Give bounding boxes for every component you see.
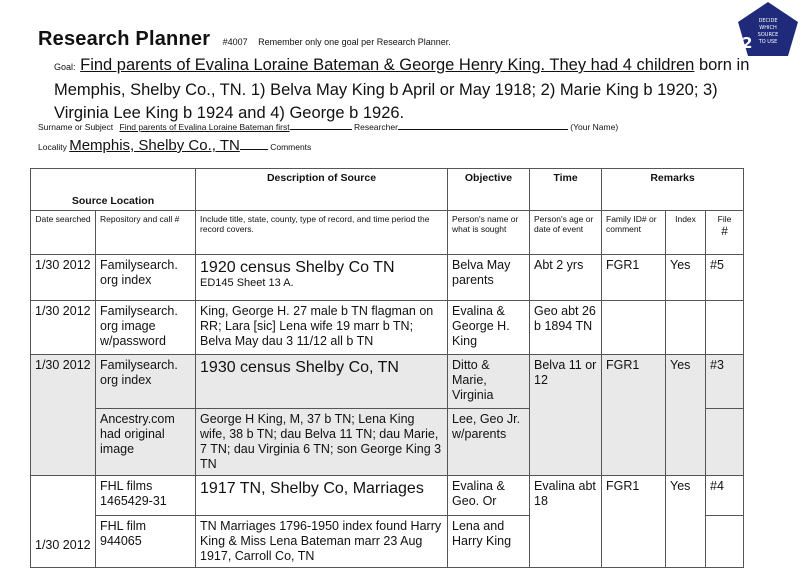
row1-objective: Belva May parents — [448, 255, 530, 301]
subheader-person-name: Person's name or what is sought — [448, 211, 530, 255]
row1-file: #5 — [706, 255, 744, 301]
surname-value: Find parents of Evalina Loraine Bateman first — [119, 122, 290, 132]
row2-index — [666, 301, 706, 355]
subheader-file — [706, 211, 744, 255]
subheader-file-label: File — [717, 214, 732, 224]
surname-label: Surname or Subject — [38, 122, 114, 132]
row4-repo: Ancestry.com had original image — [96, 409, 196, 476]
row3-repo: Familysearch. org index — [96, 355, 196, 409]
your-name-hint: (Your Name) — [570, 122, 619, 132]
surname-blank — [290, 129, 352, 130]
row3-time: Belva 11 or 12 — [530, 355, 602, 476]
table-subheader-row — [31, 211, 744, 255]
row5-date: 1/30 2012 — [31, 476, 96, 568]
row2-file — [706, 301, 744, 355]
row1-index: Yes — [666, 255, 706, 301]
researcher-input[interactable] — [398, 129, 568, 130]
title-row — [38, 28, 451, 51]
table-row — [31, 476, 744, 516]
subheader-include: Include title, state, county, type of record, and time period the record covers. — [196, 211, 448, 255]
row6-repo: FHL film 944065 — [96, 516, 196, 568]
locality-value: Memphis, Shelby Co., TN — [69, 137, 240, 154]
subheader-file-hash: # — [721, 224, 728, 238]
row3-date: 1/30 2012 — [31, 355, 96, 476]
row4-desc: George H King, M, 37 b TN; Lena King wife, 38 b TN; dau Belva 11 TN; dau Marie, 7 TN; dau Virginia 6 TN; son George King 3 TN — [196, 409, 448, 476]
step-badge — [736, 0, 800, 58]
goal-text: born in Memphis, Shelby Co., TN. 1) Belva May King b April or May 1918; 2) Marie King b 1920; 3) Virginia Lee King b 1924 and 4) George b 1926. — [54, 56, 750, 122]
row6-file — [706, 516, 744, 568]
badge-line-4: TO USE — [758, 39, 778, 45]
row3-index: Yes — [666, 355, 706, 476]
page-title: Research Planner — [38, 28, 211, 50]
badge-number: 2 — [742, 34, 753, 52]
header-description: Description of Source — [196, 169, 448, 211]
table-row — [31, 255, 744, 301]
header-remarks: Remarks — [602, 169, 744, 211]
row5-file: #4 — [706, 476, 744, 516]
badge-line-1: DECIDE — [758, 18, 778, 24]
table-header-row — [31, 169, 744, 211]
row3-desc-title: 1930 census Shelby Co, TN — [196, 355, 448, 409]
locality-blank — [240, 149, 268, 150]
row4-objective: Lee, Geo Jr. w/parents — [448, 409, 530, 476]
row3-file: #3 — [706, 355, 744, 409]
row5-index: Yes — [666, 476, 706, 568]
header-source-location: Source Location — [31, 169, 196, 211]
row3-family: FGR1 — [602, 355, 666, 476]
row5-desc-title: 1917 TN, Shelby Co, Marriages — [196, 476, 448, 516]
row2-repo: Familysearch. org image w/password — [96, 301, 196, 355]
reminder-text: Remember only one goal per Research Planner. — [258, 37, 451, 47]
goal-block — [54, 54, 764, 125]
locality-label: Locality — [38, 142, 67, 152]
subheader-index: Index — [666, 211, 706, 255]
header-time: Time — [530, 169, 602, 211]
header-objective: Objective — [448, 169, 530, 211]
row2-objective: Evalina & George H. King — [448, 301, 530, 355]
row5-repo: FHL films 1465429-31 — [96, 476, 196, 516]
row1-family: FGR1 — [602, 255, 666, 301]
row1-desc — [196, 255, 448, 301]
subheader-repository: Repository and call # — [96, 211, 196, 255]
row1-desc-detail: ED145 Sheet 13 A. — [200, 277, 294, 289]
row2-desc: King, George H. 27 male b TN flagman on RR; Lara [sic] Lena wife 19 marr b TN; Belva May dau 3 11/12 all b TN — [196, 301, 448, 355]
row1-repo: Familysearch. org index — [96, 255, 196, 301]
row6-desc: TN Marriages 1796-1950 index found Harry King & Miss Lena Bateman marr 23 Aug 1917, Carroll Co, TN — [196, 516, 448, 568]
row6-objective: Lena and Harry King — [448, 516, 530, 568]
row5-time: Evalina abt 18 — [530, 476, 602, 568]
badge-line-3: SOURCE — [757, 32, 779, 38]
subheader-date: Date searched — [31, 211, 96, 255]
row5-objective: Evalina & Geo. Or — [448, 476, 530, 516]
goal-underlined-text: Find parents of Evalina Loraine Bateman & George Henry King. They had 4 children — [80, 56, 695, 74]
row5-family: FGR1 — [602, 476, 666, 568]
row1-time: Abt 2 yrs — [530, 255, 602, 301]
researcher-label: Researcher — [353, 122, 398, 132]
locality-row — [38, 137, 311, 154]
row2-family — [602, 301, 666, 355]
pentagon-badge-icon — [736, 0, 800, 58]
row2-date: 1/30 2012 — [31, 301, 96, 355]
surname-row — [38, 122, 618, 132]
subheader-family: Family ID# or comment — [602, 211, 666, 255]
subheader-person-age: Person's age or date of event — [530, 211, 602, 255]
row2-time: Geo abt 26 b 1894 TN — [530, 301, 602, 355]
row4-file — [706, 409, 744, 476]
form-number: #4007 — [222, 37, 248, 47]
table-row — [31, 355, 744, 409]
table-row — [31, 301, 744, 355]
goal-label: Goal: — [54, 62, 76, 72]
research-table — [30, 168, 744, 568]
row3-objective: Ditto & Marie, Virginia — [448, 355, 530, 409]
row1-date: 1/30 2012 — [31, 255, 96, 301]
comments-label: Comments — [270, 142, 312, 152]
row1-desc-title: 1920 census Shelby Co TN — [200, 259, 395, 276]
badge-line-2: WHICH — [759, 25, 777, 31]
